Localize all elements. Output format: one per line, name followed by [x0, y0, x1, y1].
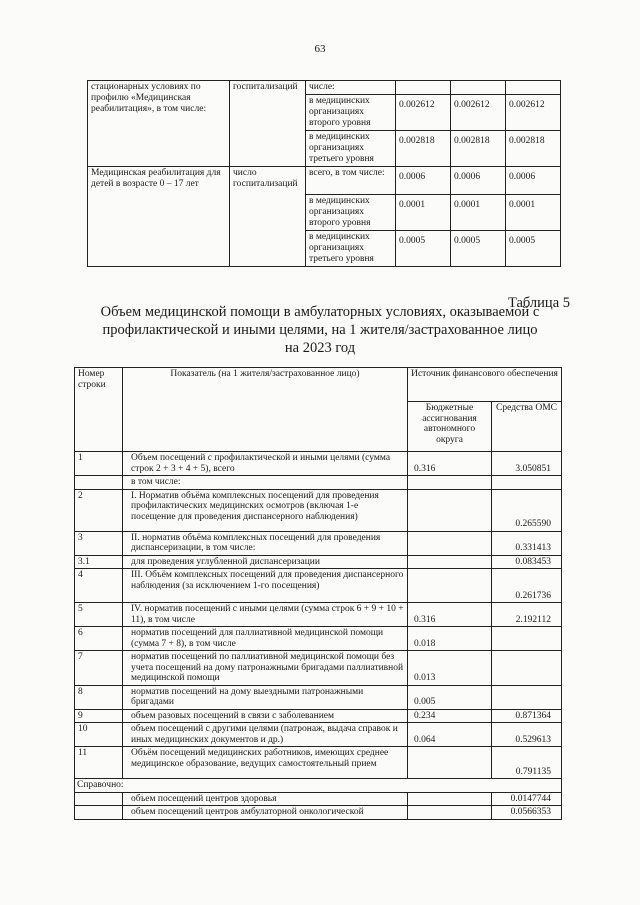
table-row	[75, 651, 562, 686]
indicator-cell: стационарных условиях по профилю «Медицинская реабилитация», в том числе:	[88, 81, 230, 167]
value-cell: 0.0006	[396, 167, 451, 195]
budget-cell: 0.234	[408, 709, 492, 723]
value-cell: 0.0005	[396, 231, 451, 267]
header-source: Источник финансового обеспечения	[408, 368, 562, 402]
unit-cell: число госпитализаций	[230, 167, 306, 267]
value-cell	[396, 81, 451, 95]
reference-label-row	[75, 779, 562, 793]
table-row	[75, 747, 562, 779]
row-number-cell: 5	[75, 603, 123, 627]
row-number-cell: 3.1	[75, 555, 123, 569]
indicator-cell: Объём посещений медицинских работников, имеющих среднее медицинское образование, ведущих самостоятельный прием	[123, 747, 408, 779]
row-number-cell: 4	[75, 569, 123, 603]
budget-cell	[408, 555, 492, 569]
table-label: Таблица 5	[507, 295, 570, 311]
budget-cell: 0.064	[408, 723, 492, 747]
row-number-cell: 7	[75, 651, 123, 686]
budget-cell: 0.316	[408, 603, 492, 627]
row-number-cell: 3	[75, 531, 123, 555]
indicator-cell: объем разовых посещений в связи с заболеванием	[123, 709, 408, 723]
table-title: Объем медицинской помощи в амбулаторных условиях, оказываемой с профилактической и иными целями, на 1 жителя/застрахованное лицо на 2023 год	[100, 304, 540, 356]
table-row	[75, 555, 562, 569]
oms-cell: 0.529613	[492, 723, 562, 747]
row-number-cell: 8	[75, 685, 123, 709]
reference-label: Справочно:	[75, 779, 562, 793]
level-cell: в медицинских организациях второго уровня	[306, 195, 396, 231]
budget-cell	[408, 747, 492, 779]
budget-cell: 0.316	[408, 452, 492, 476]
indicator-cell: объем посещений с другими целями (патронаж, выдача справок и иных медицинских документов и др.)	[123, 723, 408, 747]
table-row	[75, 531, 562, 555]
oms-cell: 3.050851	[492, 452, 562, 476]
oms-cell: 0.871364	[492, 709, 562, 723]
value-cell: 0.002612	[506, 95, 561, 131]
row-number-cell: 2	[75, 489, 123, 531]
level-cell: всего, в том числе:	[306, 167, 396, 195]
main-table	[74, 367, 562, 820]
oms-cell: 0.265590	[492, 489, 562, 531]
value-cell: 0.0001	[506, 195, 561, 231]
value-cell	[506, 81, 561, 95]
unit-cell: госпитализаций	[230, 81, 306, 167]
oms-cell: 0.261736	[492, 569, 562, 603]
value-cell: 0.0001	[451, 195, 506, 231]
value-cell: 0.002818	[451, 131, 506, 167]
budget-cell	[408, 792, 492, 806]
oms-cell: 0.0566353	[492, 806, 562, 820]
budget-cell	[408, 806, 492, 820]
value-cell	[451, 81, 506, 95]
row-number-cell: 6	[75, 627, 123, 651]
row-number-cell: 1	[75, 452, 123, 476]
budget-cell: 0.018	[408, 627, 492, 651]
indicator-cell: объем посещений центров здоровья	[123, 792, 408, 806]
table-row	[75, 569, 562, 603]
row-number-cell	[75, 806, 123, 820]
indicator-cell: Объем посещений с профилактической и иными целями (сумма строк 2 + 3 + 4 + 5), всего	[123, 452, 408, 476]
header-budget: Бюджетные ассигнования автономного округа	[408, 402, 492, 452]
header-indicator: Показатель (на 1 жителя/застрахованное лицо)	[123, 368, 408, 452]
row-number-cell	[75, 792, 123, 806]
value-cell: 0.002818	[506, 131, 561, 167]
indicator-cell: норматив посещений по паллиативной медицинской помощи без учета посещений на дому патронажными бригадами паллиативной медицинской помощи	[123, 651, 408, 686]
value-cell: 0.0006	[451, 167, 506, 195]
budget-cell	[408, 569, 492, 603]
oms-cell	[492, 627, 562, 651]
level-cell: в медицинских организациях третьего уровня	[306, 131, 396, 167]
level-cell: в медицинских организациях третьего уровня	[306, 231, 396, 267]
table-row	[75, 452, 562, 476]
page-number: 63	[314, 43, 326, 55]
oms-cell: 0.331413	[492, 531, 562, 555]
indicator-cell: объем посещений центров амбулаторной онкологической	[123, 806, 408, 820]
indicator-cell: для проведения углубленной диспансеризации	[123, 555, 408, 569]
oms-cell: 2.192112	[492, 603, 562, 627]
table-row	[75, 723, 562, 747]
budget-cell	[408, 531, 492, 555]
budget-cell: 0.013	[408, 651, 492, 686]
value-cell: 0.002612	[396, 95, 451, 131]
indicator-cell: Медицинская реабилитация для детей в возрасте 0 – 17 лет	[88, 167, 230, 267]
table-row	[75, 709, 562, 723]
header-oms: Средства ОМС	[492, 402, 562, 452]
oms-cell	[492, 476, 562, 490]
table-row	[75, 476, 562, 490]
oms-cell	[492, 651, 562, 686]
table-row	[88, 81, 561, 95]
budget-cell	[408, 476, 492, 490]
reference-row	[75, 792, 562, 806]
indicator-cell: в том числе:	[123, 476, 408, 490]
indicator-cell: норматив посещений на дому выездными патронажными бригадами	[123, 685, 408, 709]
indicator-cell: I. Норматив объёма комплексных посещений для проведения профилактических медицинских осмотров (включая 1-е посещение для проведения диспансерного наблюдения)	[123, 489, 408, 531]
oms-cell: 0.083453	[492, 555, 562, 569]
header-row-number: Номер строки	[75, 368, 123, 452]
level-cell: числе:	[306, 81, 396, 95]
oms-cell: 0.0147744	[492, 792, 562, 806]
level-cell: в медицинских организациях второго уровня	[306, 95, 396, 131]
indicator-cell: IV. норматив посещений с иными целями (сумма строк 6 + 9 + 10 + 11), в том числе	[123, 603, 408, 627]
budget-cell	[408, 489, 492, 531]
indicator-cell: норматив посещений для паллиативной медицинской помощи (сумма 7 + 8), в том числе	[123, 627, 408, 651]
value-cell: 0.0001	[396, 195, 451, 231]
table-row	[75, 685, 562, 709]
indicator-cell: II. норматив объёма комплексных посещений для проведения диспансеризации, в том числе:	[123, 531, 408, 555]
table-row	[75, 603, 562, 627]
row-number-cell: 10	[75, 723, 123, 747]
value-cell: 0.0006	[506, 167, 561, 195]
row-number-cell: 9	[75, 709, 123, 723]
value-cell: 0.0005	[506, 231, 561, 267]
reference-row	[75, 806, 562, 820]
top-table	[87, 80, 561, 267]
value-cell: 0.0005	[451, 231, 506, 267]
value-cell: 0.002612	[451, 95, 506, 131]
row-number-cell: 11	[75, 747, 123, 779]
indicator-cell: III. Объём комплексных посещений для проведения диспансерного наблюдения (за исключением 1-го посещения)	[123, 569, 408, 603]
table-row	[88, 167, 561, 195]
oms-cell: 0.791135	[492, 747, 562, 779]
oms-cell	[492, 685, 562, 709]
row-number-cell	[75, 476, 123, 490]
budget-cell: 0.005	[408, 685, 492, 709]
value-cell: 0.002818	[396, 131, 451, 167]
table-row	[75, 489, 562, 531]
table-row	[75, 627, 562, 651]
